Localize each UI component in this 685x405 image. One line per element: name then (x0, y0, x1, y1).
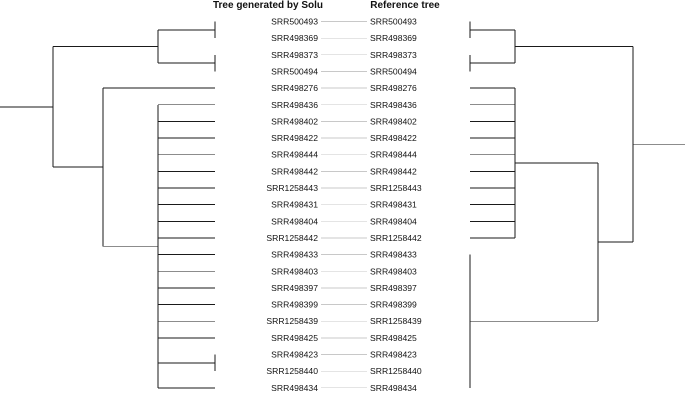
right-leaf-label: SRR498434 (370, 382, 417, 393)
left-leaf-label: SRR498431 (271, 199, 318, 210)
right-tree-title: Reference tree (370, 0, 440, 11)
left-leaf-label: SRR500494 (271, 66, 318, 77)
right-leaf-label: SRR498442 (370, 166, 417, 177)
left-leaf-label: SRR498442 (271, 166, 318, 177)
right-leaf-label: SRR500493 (370, 16, 417, 27)
right-leaf-label: SRR498422 (370, 133, 417, 144)
left-leaf-label: SRR498369 (271, 33, 318, 44)
left-leaf-label: SRR1258442 (266, 232, 318, 243)
right-leaf-label: SRR500494 (370, 66, 417, 77)
right-leaf-label: SRR498425 (370, 332, 417, 343)
left-leaf-label: SRR498422 (271, 133, 318, 144)
left-leaf-label: SRR498433 (271, 249, 318, 260)
right-tree-labels (370, 17, 422, 393)
right-leaf-label: SRR498402 (370, 116, 417, 127)
right-leaf-label: SRR1258442 (370, 232, 422, 243)
right-leaf-label: SRR498431 (370, 199, 417, 210)
left-leaf-label: SRR1258443 (266, 183, 318, 193)
right-leaf-label: SRR1258443 (370, 183, 422, 193)
left-tree-title: Tree generated by Solu (212, 0, 324, 11)
right-leaf-label: SRR498403 (370, 266, 417, 277)
right-leaf-label: SRR498433 (370, 249, 417, 260)
right-leaf-label: SRR1258439 (370, 316, 422, 327)
left-leaf-label: SRR498397 (271, 282, 318, 293)
left-leaf-label: SRR498425 (271, 332, 318, 343)
right-leaf-label: SRR498276 (370, 83, 417, 94)
right-leaf-label: SRR498373 (370, 49, 417, 60)
right-leaf-label: SRR498369 (370, 33, 417, 44)
left-leaf-label: SRR498404 (271, 216, 318, 227)
left-leaf-label: SRR498423 (271, 349, 318, 360)
left-tree-branches (0, 22, 215, 388)
left-leaf-label: SRR498373 (271, 49, 318, 60)
right-leaf-label: SRR498423 (370, 349, 417, 360)
right-tree-branches (470, 22, 685, 388)
left-leaf-label: SRR498434 (271, 382, 318, 393)
right-leaf-label: SRR498399 (370, 299, 417, 310)
right-leaf-label: SRR498436 (370, 99, 417, 110)
left-leaf-label: SRR498276 (271, 83, 318, 94)
left-leaf-label: SRR498403 (271, 266, 318, 277)
left-tree-labels (266, 17, 318, 393)
right-leaf-label: SRR498444 (370, 149, 417, 160)
right-leaf-label: SRR498397 (370, 282, 417, 293)
right-leaf-label: SRR1258440 (370, 366, 422, 377)
right-leaf-label: SRR498404 (370, 216, 417, 227)
left-leaf-label: SRR498436 (271, 99, 318, 110)
left-leaf-label: SRR500493 (271, 16, 318, 27)
left-leaf-label: SRR498402 (271, 116, 318, 127)
left-leaf-label: SRR1258439 (266, 316, 318, 327)
left-leaf-label: SRR498444 (271, 149, 318, 160)
left-leaf-label: SRR1258440 (266, 366, 318, 377)
left-leaf-label: SRR498399 (271, 299, 318, 310)
leaf-connectors (321, 22, 367, 388)
